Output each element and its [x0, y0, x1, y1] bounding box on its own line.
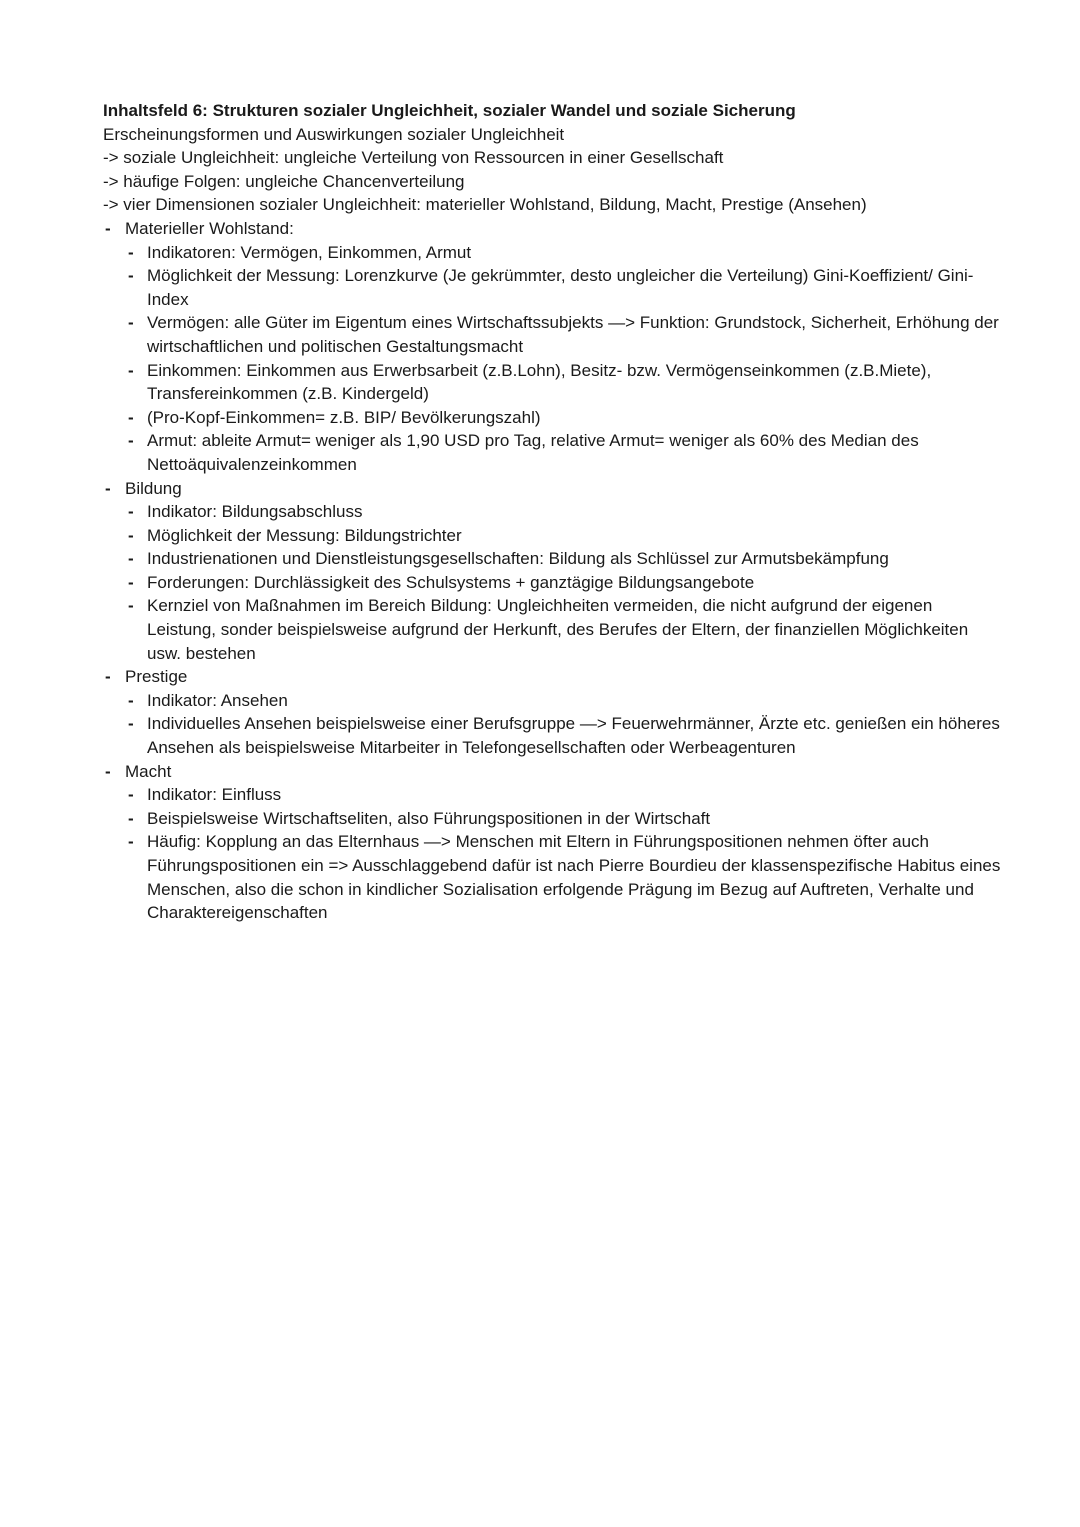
list-item: - Indikator: Einfluss: [125, 783, 1003, 807]
document-title: Inhaltsfeld 6: Strukturen sozialer Ungleichheit, sozialer Wandel und soziale Sicherung: [103, 101, 796, 120]
list-item: - Vermögen: alle Güter im Eigentum eines Wirtschaftssubjekts —> Funktion: Grundstock, Sicherheit, Erhöhung der wirtschaftlichen und politischen Gestaltungsmacht: [125, 311, 1003, 358]
section-items-wohlstand: [103, 241, 1003, 477]
section-heading-prestige: - Prestige: [103, 665, 1003, 689]
arrow-line: -> soziale Ungleichheit: ungleiche Verteilung von Ressourcen in einer Gesellschaft: [103, 148, 724, 168]
list-item: - Möglichkeit der Messung: Lorenzkurve (Je gekrümmter, desto ungleicher die Verteilung) Gini-Koeffizient/ Gini-Index: [125, 264, 1003, 311]
list-item: - Häufig: Kopplung an das Elternhaus —> Menschen mit Eltern in Führungspositionen nehmen öfter auch Führungspositionen ein => Ausschlaggebend dafür ist nach Pierre Bourdieu der klassenspezifische Habitus eines Menschen, also die schon in kindlicher Sozialisation erfolgende Prägung im Bezug auf Auftreten, Verhalte und Charaktereigenschaften: [125, 830, 1003, 924]
list-item: - Einkommen: Einkommen aus Erwerbsarbeit (z.B.Lohn), Besitz- bzw. Vermögenseinkommen (z.B.Miete), Transfereinkommen (z.B. Kindergeld): [125, 359, 1003, 406]
list-item: - Möglichkeit der Messung: Bildungstrichter: [125, 524, 1003, 548]
document-subtitle: Erscheinungsformen und Auswirkungen sozialer Ungleichheit: [103, 124, 565, 144]
section-heading-macht: - Macht: [103, 760, 1003, 784]
section-items-bildung: [103, 500, 1003, 665]
list-item: - Forderungen: Durchlässigkeit des Schulsystems + ganztägige Bildungsangebote: [125, 571, 1003, 595]
list-item: - Indikatoren: Vermögen, Einkommen, Armut: [125, 241, 1003, 265]
list-item: - Indikator: Bildungsabschluss: [125, 500, 1003, 524]
list-item: - Beispielsweise Wirtschaftseliten, also Führungspositionen in der Wirtschaft: [125, 807, 1003, 831]
list-item: - Kernziel von Maßnahmen im Bereich Bildung: Ungleichheiten vermeiden, die nicht aufgrund der eigenen Leistung, sonder beispielsweise aufgrund der Herkunft, des Berufes der Eltern, der finanziellen Möglichkeiten usw. bestehen: [125, 594, 1003, 665]
list-item: - Armut: ableite Armut= weniger als 1,90 USD pro Tag, relative Armut= weniger als 60% des Median des Nettoäquivalenzeinkommen: [125, 429, 1003, 476]
list-item: - (Pro-Kopf-Einkommen= z.B. BIP/ Bevölkerungszahl): [125, 406, 1003, 430]
section-heading-wohlstand: - Materieller Wohlstand:: [103, 217, 1003, 241]
arrow-line: -> vier Dimensionen sozialer Ungleichheit: materieller Wohlstand, Bildung, Macht, Prestige (Ansehen): [103, 195, 867, 215]
arrow-line: -> häufige Folgen: ungleiche Chancenverteilung: [103, 171, 465, 191]
list-item: - Industrienationen und Dienstleistungsgesellschaften: Bildung als Schlüssel zur Armutsbekämpfung: [125, 547, 1003, 571]
list-item: - Individuelles Ansehen beispielsweise einer Berufsgruppe —> Feuerwehrmänner, Ärzte etc. genießen ein höheres Ansehen als beispielsweise Mitarbeiter in Telefongesellschaften oder Werbeagenturen: [125, 712, 1003, 759]
section-items-macht: [103, 783, 1003, 925]
document-page: [103, 99, 1003, 925]
section-heading-bildung: - Bildung: [103, 477, 1003, 501]
list-item: - Indikator: Ansehen: [125, 689, 1003, 713]
section-items-prestige: [103, 689, 1003, 760]
